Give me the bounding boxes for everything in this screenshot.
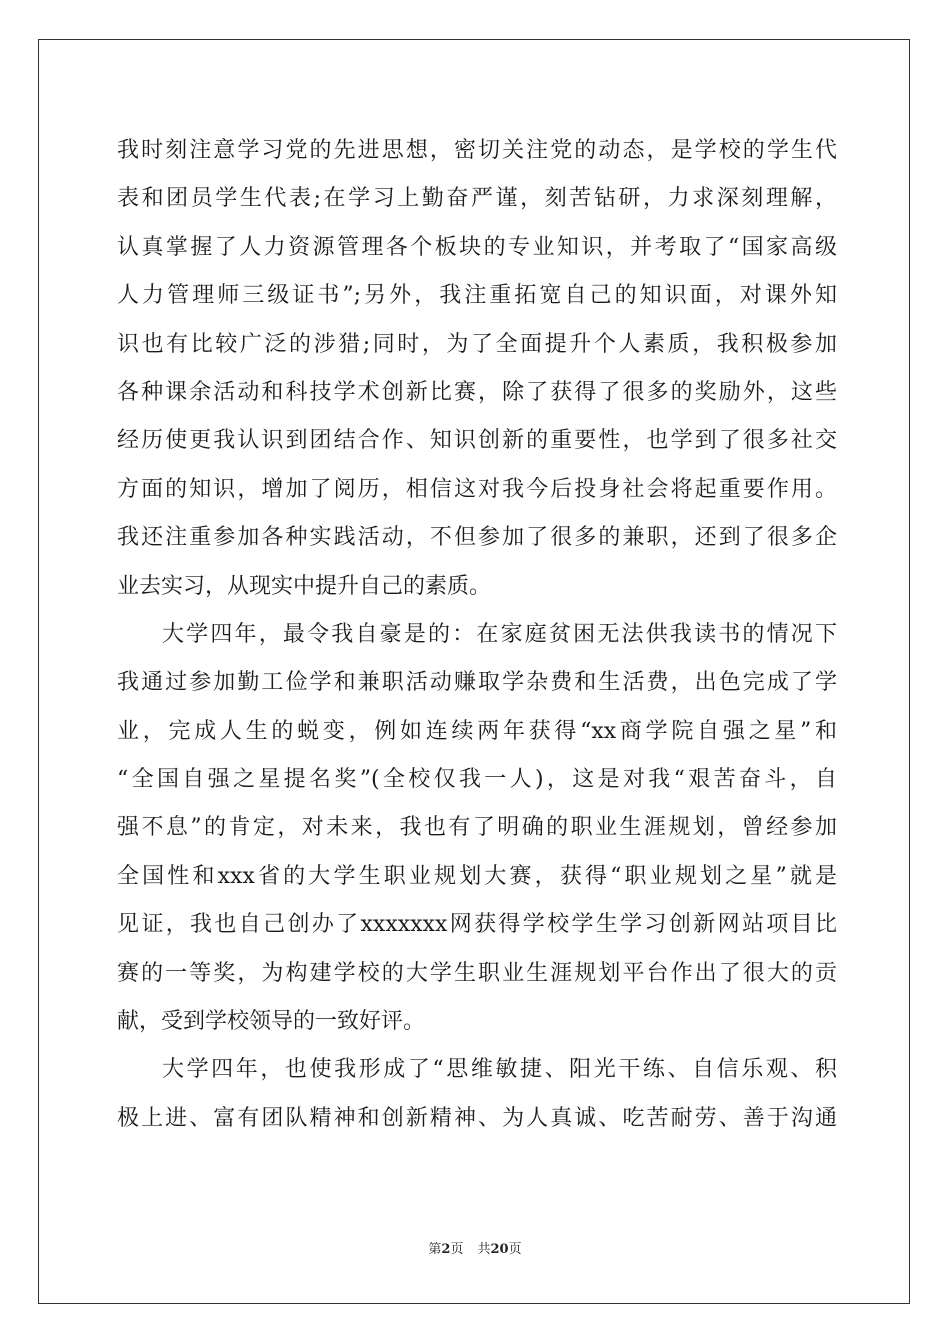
footer-page-prefix: 第 <box>428 1242 442 1257</box>
footer-total-pages: 20 <box>490 1242 509 1257</box>
page-footer <box>0 1238 950 1257</box>
text-line: 极上进、富有团队精神和创新精神、为人真诚、吃苦耐劳、善于沟通 <box>117 1105 837 1131</box>
text-line: 献，受到学校领导的一致好评。 <box>117 1009 426 1035</box>
text-line: 我时刻注意学习党的先进思想，密切关注党的动态，是学校的学生代 <box>117 138 837 163</box>
text-line: 我通过参加勤工俭学和兼职活动赚取学杂费和生活费，出色完成了学 <box>117 670 837 696</box>
footer-total-prefix: 共 <box>477 1242 491 1257</box>
text-line: 经历使更我认识到团结合作、知识创新的重要性，也学到了很多社交 <box>117 428 837 454</box>
text-line: 方面的知识，增加了阅历，相信这对我今后投身社会将起重要作用。 <box>117 476 837 502</box>
text-line: 全国性和xxx省的大学生职业规划大赛，获得“职业规划之星”就是 <box>117 863 837 889</box>
text-line: 大学四年，最令我自豪是的：在家庭贫困无法供我读书的情况下 <box>162 621 837 647</box>
footer-page-suffix: 页 <box>450 1242 464 1257</box>
text-line: 赛的一等奖，为构建学校的大学生职业生涯规划平台作出了很大的贡 <box>117 960 837 986</box>
text-line: 人力管理师三级证书”;另外，我注重拓宽自己的知识面，对课外知 <box>117 283 837 309</box>
footer-total-suffix: 页 <box>508 1242 522 1257</box>
text-line: 识也有比较广泛的涉猎;同时，为了全面提升个人素质，我积极参加 <box>117 331 837 357</box>
text-line: 我还注重参加各种实践活动，不但参加了很多的兼职，还到了很多企 <box>117 525 837 551</box>
document-body <box>117 127 837 1143</box>
text-line: 表和团员学生代表;在学习上勤奋严谨，刻苦钻研，力求深刻理解， <box>117 186 837 212</box>
text-line: “全国自强之星提名奖”(全校仅我一人)，这是对我“艰苦奋斗，自 <box>117 767 837 793</box>
text-line: 业去实习，从现实中提升自己的素质。 <box>117 573 492 599</box>
text-line: 认真掌握了人力资源管理各个板块的专业知识，并考取了“国家高级 <box>117 234 837 260</box>
text-line: 业，完成人生的蜕变，例如连续两年获得“xx商学院自强之星”和 <box>117 718 837 744</box>
text-line: 见证，我也自己创办了xxxxxxx网获得学校学生学习创新网站项目比 <box>117 912 837 938</box>
footer-page-number: 2 <box>441 1242 451 1257</box>
text-line: 强不息”的肯定，对未来，我也有了明确的职业生涯规划，曾经参加 <box>117 815 837 841</box>
text-line: 各种课余活动和科技学术创新比赛，除了获得了很多的奖励外，这些 <box>117 379 837 405</box>
text-line: 大学四年，也使我形成了“思维敏捷、阳光干练、自信乐观、积 <box>162 1057 837 1083</box>
